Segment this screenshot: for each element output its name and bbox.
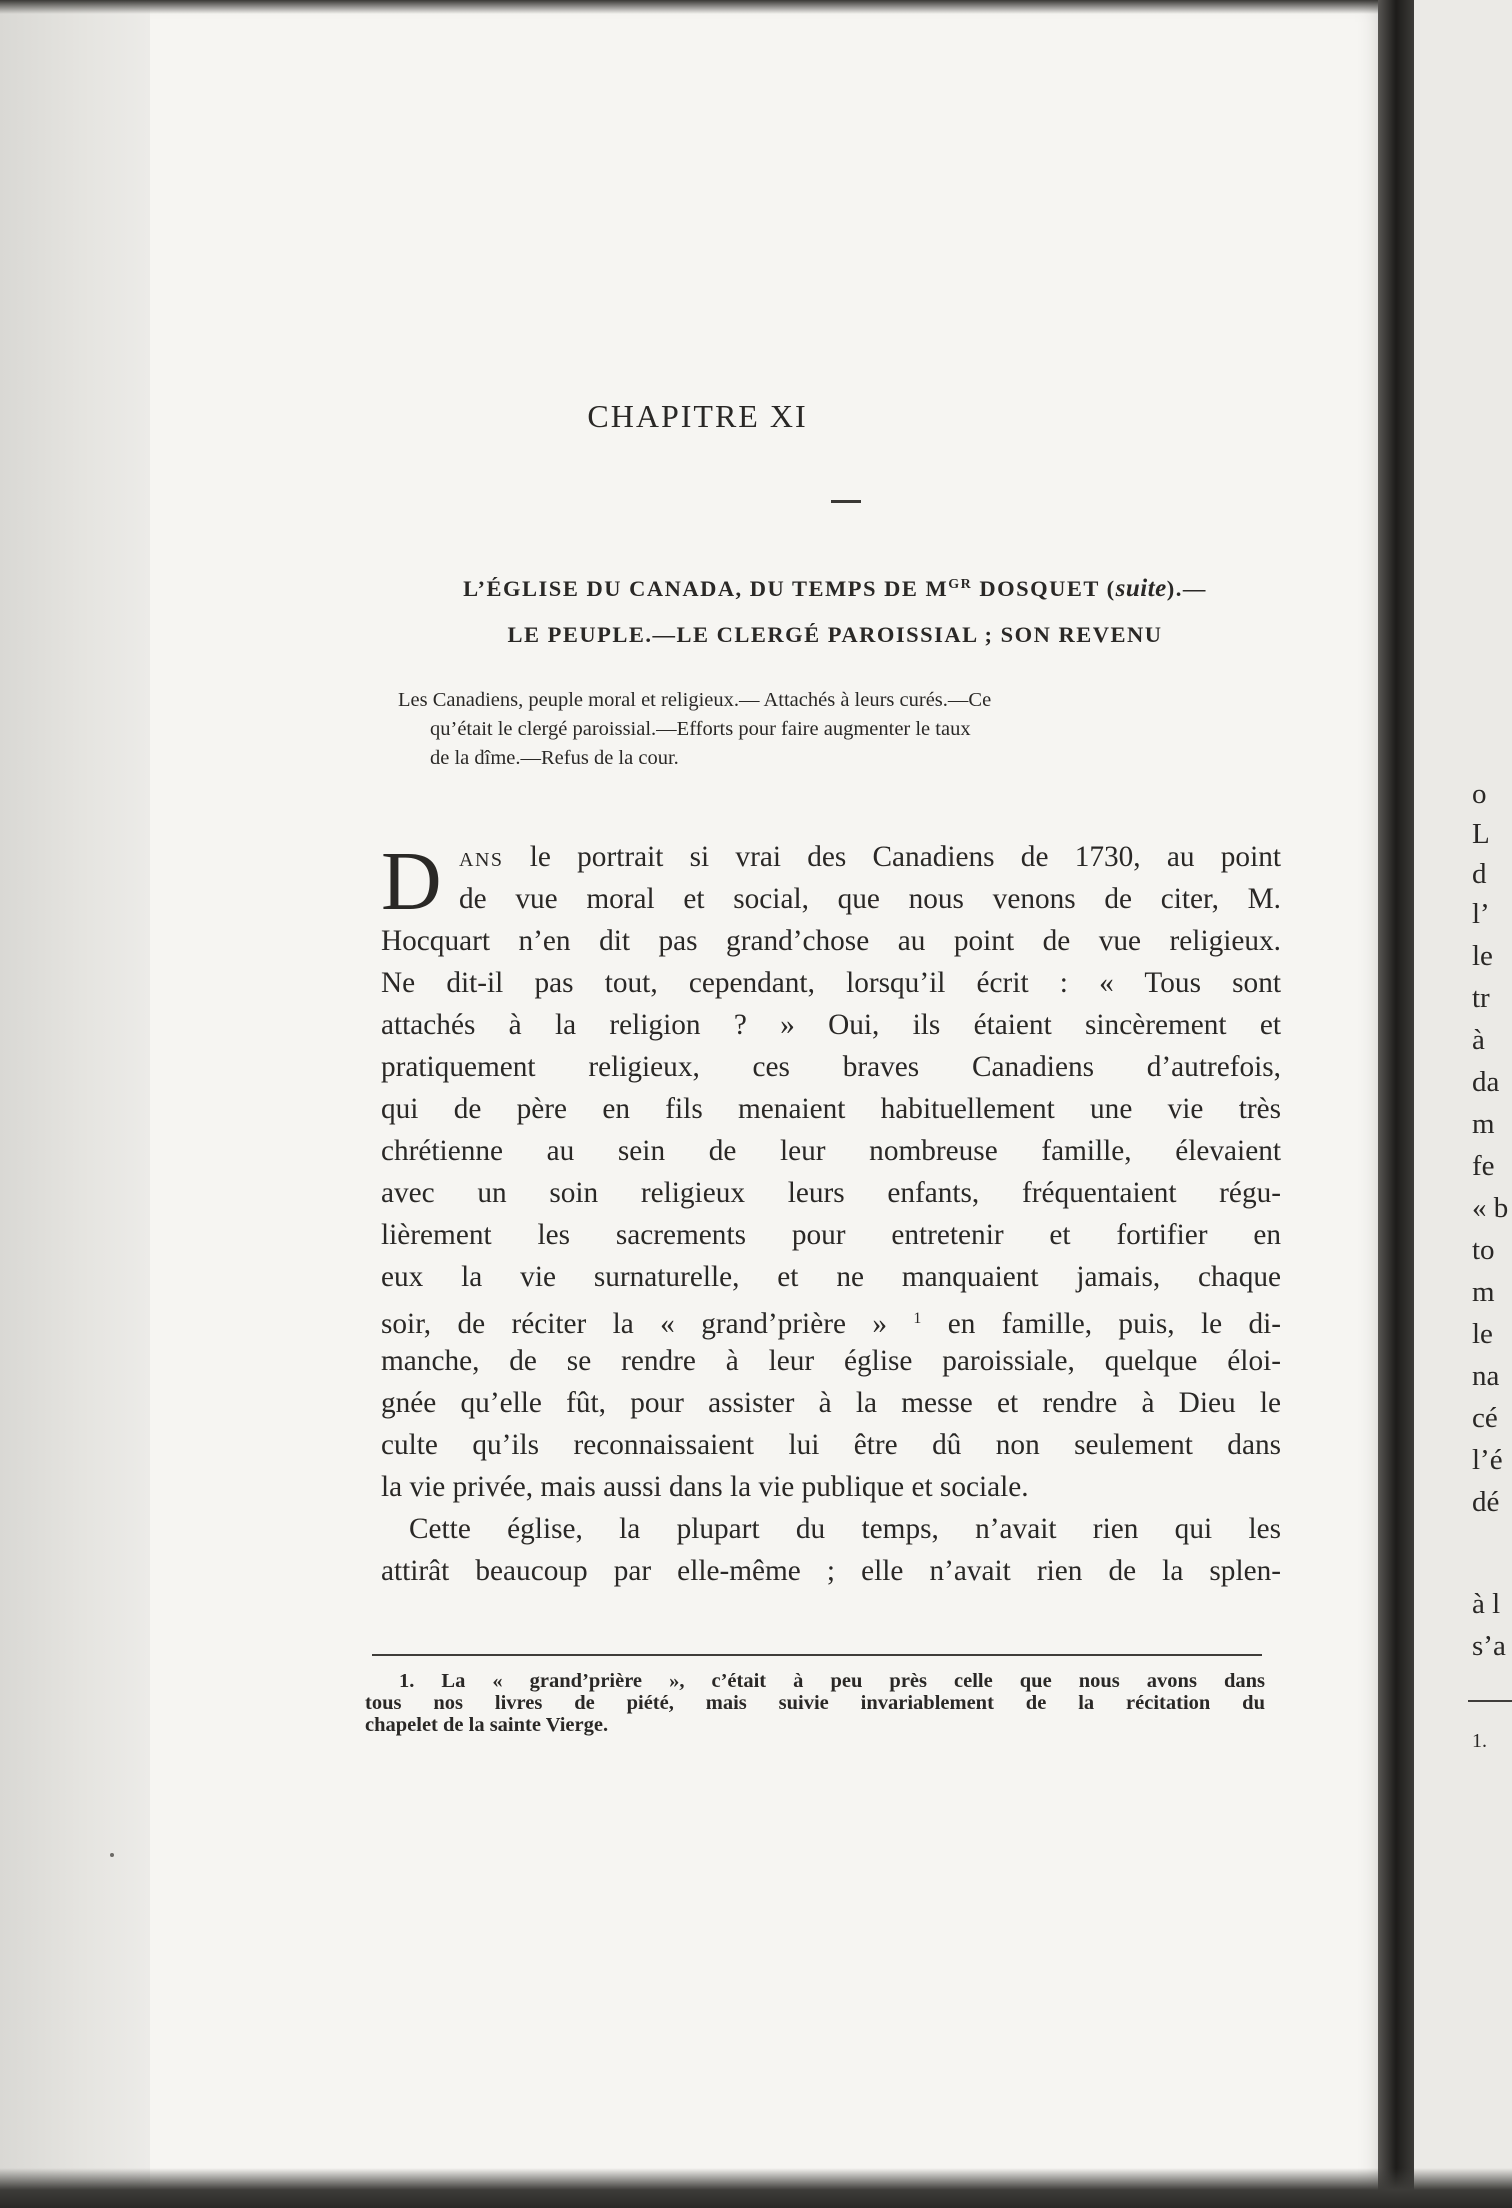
facing-text-fragment: l’ <box>1472 898 1490 930</box>
paper-speck <box>110 1853 114 1857</box>
footnote-reference[interactable]: 1 <box>913 1310 922 1327</box>
text-line: attachés à la religion ? » Oui, ils étaient sincèrement et <box>381 1009 1281 1041</box>
facing-text-fragment: à <box>1472 1024 1485 1056</box>
facing-text-fragment: na <box>1472 1360 1500 1392</box>
summary-line: Les Canadiens, peuple moral et religieux.— Attachés à leurs curés.—Ce <box>398 689 992 711</box>
facing-text-fragment: dé <box>1472 1486 1500 1518</box>
facing-text-fragment: le <box>1472 940 1493 972</box>
footnote-line: tous nos livres de piété, mais suivie invariablement de la récitation du <box>365 1692 1265 1714</box>
footnote-line: 1. La « grand’prière », c’était à peu près celle que nous avons dans <box>399 1670 1265 1692</box>
text-line: Hocquart n’en dit pas grand’chose au point de vue religieux. <box>381 925 1281 957</box>
facing-text-fragment: tr <box>1472 982 1490 1014</box>
text-line: attirât beaucoup par elle-même ; elle n’avait rien de la splen- <box>381 1555 1281 1587</box>
text-line: qui de père en fils menaient habituellement une vie très <box>381 1093 1281 1125</box>
page-left-edge <box>0 0 150 2208</box>
facing-text-fragment: s’a <box>1472 1630 1506 1662</box>
subtitle-line-2: LE PEUPLE.—LE CLERGÉ PAROISSIAL ; SON REVENU <box>507 622 1163 647</box>
facing-footnote-rule <box>1468 1700 1512 1702</box>
chapter-title: CHAPITRE XI <box>587 398 808 434</box>
drop-cap: D <box>381 835 442 928</box>
facing-text-fragment: to <box>1472 1234 1495 1266</box>
facing-text-fragment: « b <box>1472 1192 1509 1224</box>
facing-text-fragment: l’é <box>1472 1444 1503 1476</box>
facing-text-fragment: cé <box>1472 1402 1498 1434</box>
facing-text-fragment: fe <box>1472 1150 1495 1182</box>
text-line: pratiquement religieux, ces braves Canadiens d’autrefois, <box>381 1051 1281 1083</box>
facing-text-fragment: m <box>1472 1108 1495 1140</box>
body-text <box>381 836 1281 1592</box>
facing-text-fragment: 1. <box>1472 1730 1487 1752</box>
text-line: de vue moral et social, que nous venons de citer, M. <box>459 883 1281 915</box>
facing-text-fragment: à l <box>1472 1588 1501 1620</box>
text-line: la vie privée, mais aussi dans la vie publique et sociale. <box>381 1471 1029 1503</box>
subtitle-line-1: L’ÉGLISE DU CANADA, DU TEMPS DE $M^{GR}$ DOSQUET (suite).— <box>463 575 1207 602</box>
text-line: Ne dit-il pas tout, cependant, lorsqu’il écrit : « Tous sont <box>381 967 1281 999</box>
footnote <box>365 1670 1265 1736</box>
facing-text-fragment: o <box>1472 778 1487 810</box>
facing-text-fragment: d <box>1472 858 1487 890</box>
text-line: gnée qu’elle fût, pour assister à la messe et rendre à Dieu le <box>381 1387 1281 1419</box>
title-divider <box>831 500 861 503</box>
text-line: avec un soin religieux leurs enfants, fréquentaient régu- <box>381 1177 1281 1209</box>
text-line: eux la vie surnaturelle, et ne manquaient jamais, chaque <box>381 1261 1281 1293</box>
text-line: ANS le portrait si vrai des Canadiens de 1730, au point <box>459 841 1281 873</box>
text-line: manche, de se rendre à leur église paroissiale, quelque éloi- <box>381 1345 1281 1377</box>
chapter-subtitle <box>370 562 1300 658</box>
footnote-rule <box>372 1654 1262 1656</box>
facing-text-fragment: L <box>1472 818 1490 850</box>
text-line: chrétienne au sein de leur nombreuse famille, élevaient <box>381 1135 1281 1167</box>
facing-page-text <box>1472 0 1512 2208</box>
facing-text-fragment: da <box>1472 1066 1500 1098</box>
summary-line: de la dîme.—Refus de la cour. <box>430 747 679 769</box>
page-top-shadow <box>0 0 1395 14</box>
facing-text-fragment: m <box>1472 1276 1495 1308</box>
book-gutter <box>1378 0 1414 2208</box>
text-line: Cette église, la plupart du temps, n’avait rien qui les <box>409 1513 1281 1545</box>
scanner-bottom-edge <box>0 2168 1512 2208</box>
summary-line: qu’était le clergé paroissial.—Efforts pour faire augmenter le taux <box>430 718 971 740</box>
chapter-summary <box>398 686 1288 773</box>
footnote-line: chapelet de la sainte Vierge. <box>365 1714 609 1736</box>
text-line: lièrement les sacrements pour entretenir et fortifier en <box>381 1219 1281 1251</box>
text-line: soir, de réciter la « grand’prière » $^1$ en famille, puis, le di- <box>381 1308 1282 1340</box>
facing-text-fragment: le <box>1472 1318 1493 1350</box>
text-line: culte qu’ils reconnaissaient lui être dû non seulement dans <box>381 1429 1281 1461</box>
